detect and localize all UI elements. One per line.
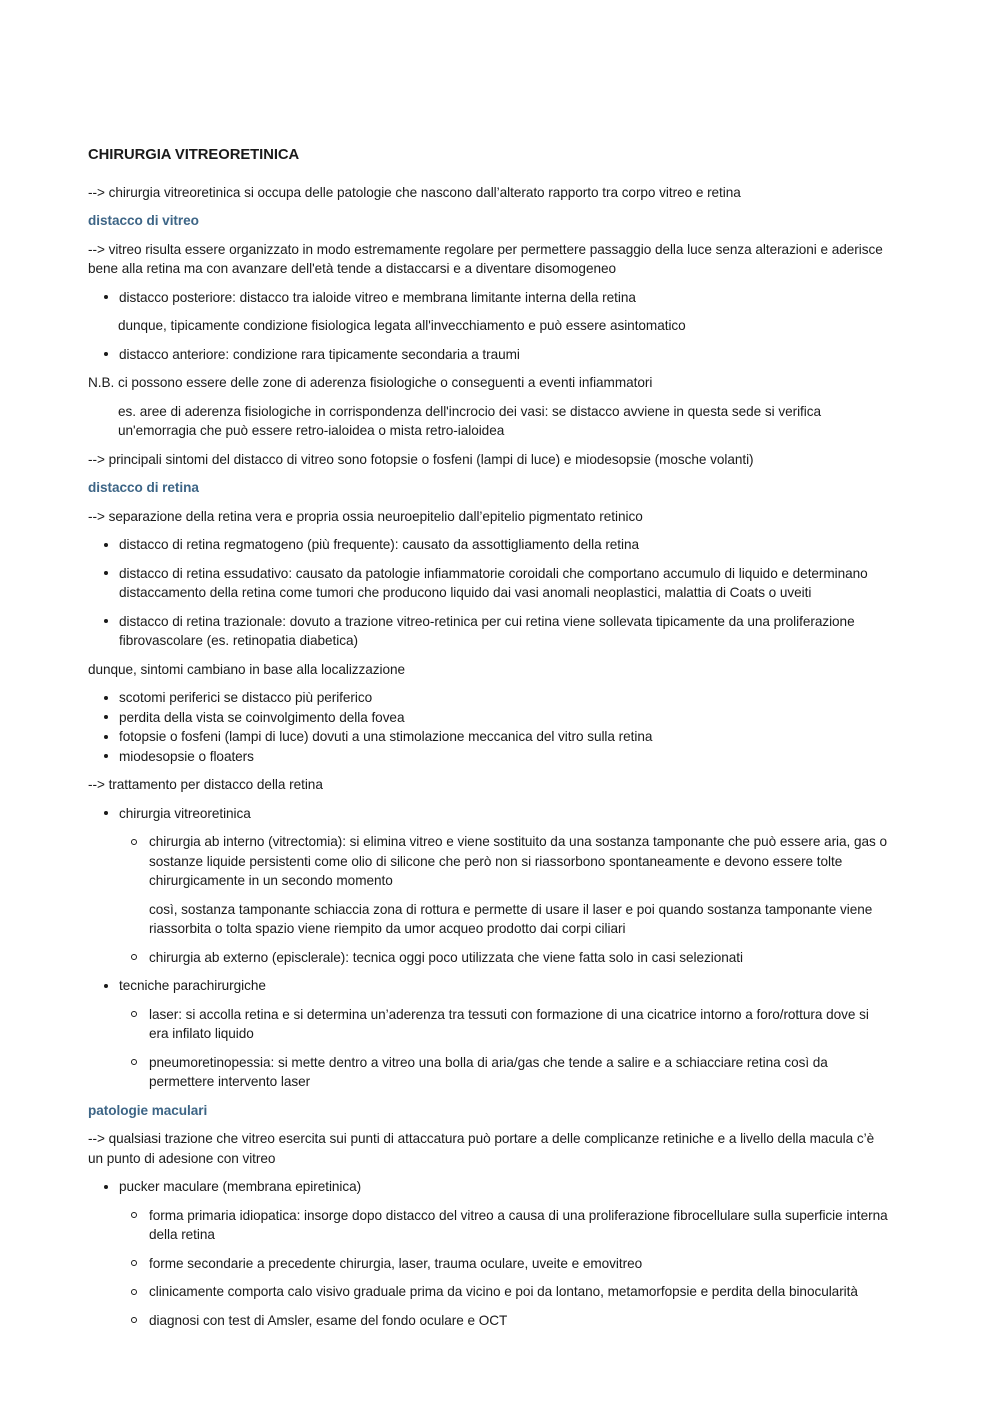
sub-list-item: chirurgia ab interno (vitrectomia): si elimina vitreo e viene sostituito da una sostanza tamponante che può essere aria, gas o sostanze liquide persistenti come olio di silicone che però non si riassorbono spontaneamente e devono essere tolte chirurgicamente in un secondo momento bbox=[88, 832, 888, 891]
section-heading-macular-pathologies: patologie maculari bbox=[88, 1102, 208, 1118]
list-item: fotopsie o fosfeni (lampi di luce) dovuti a una stimolazione meccanica del vitro sulla retina bbox=[88, 727, 888, 747]
list-item: distacco posteriore: distacco tra ialoide vitreo e membrana limitante interna della retina bbox=[88, 288, 888, 308]
indented-note: così, sostanza tamponante schiaccia zona di rottura e permette di usare il laser e poi quando sostanza tamponante viene riassorbita o tolta spazio viene riempito da umor acqueo prodotto dai corpi ciliari bbox=[149, 901, 873, 936]
indented-note: dunque, tipicamente condizione fisiologica legata all'invecchiamento e può essere asintomatico bbox=[118, 318, 686, 333]
document-body bbox=[88, 146, 888, 1339]
paragraph: --> trattamento per distacco della retina bbox=[88, 777, 323, 792]
sub-list-item: diagnosi con test di Amsler, esame del fondo oculare e OCT bbox=[88, 1311, 888, 1331]
list-item: miodesopsie o floaters bbox=[88, 747, 888, 767]
bullet-list bbox=[88, 1177, 888, 1330]
bullet-list bbox=[88, 535, 888, 651]
bullet-list bbox=[88, 288, 888, 308]
list-item: tecniche parachirurgiche bbox=[88, 976, 888, 996]
treatment-list bbox=[88, 804, 888, 891]
list-item: chirurgia vitreoretinica bbox=[88, 804, 888, 824]
indented-example: es. aree di aderenza fisiologiche in corrispondenza dell'incrocio dei vasi: se distacco avviene in questa sede si verifica un'emorragia che può essere retro-ialoidea o mista retro-ialoidea bbox=[118, 403, 822, 438]
treatment-list bbox=[88, 948, 888, 1092]
symptom-list bbox=[88, 688, 888, 766]
sub-list-item: laser: si accolla retina e si determina un’aderenza tra tessuti con formazione di una cicatrice intorno a foro/rottura dove si era infilato liquido bbox=[88, 1005, 888, 1044]
sub-list-item: pneumoretinopessia: si mette dentro a vitreo una bolla di aria/gas che tende a salire e a schiacciare retina così da permettere intervento laser bbox=[88, 1053, 888, 1092]
paragraph: dunque, sintomi cambiano in base alla localizzazione bbox=[88, 661, 406, 677]
list-item: scotomi periferici se distacco più periferico bbox=[88, 688, 888, 708]
paragraph: --> separazione della retina vera e propria ossia neuroepitelio dall’epitelio pigmentato retinico bbox=[88, 508, 643, 524]
bullet-list bbox=[88, 345, 888, 365]
paragraph: --> vitreo risulta essere organizzato in modo estremamente regolare per permettere passaggio della luce senza alterazioni e aderisce bene alla retina ma con avanzare dell'età tende a distaccarsi e a diventare disomogeneo bbox=[88, 241, 883, 276]
sub-list-item: chirurgia ab externo (episclerale): tecnica oggi poco utilizzata che viene fatta solo in casi selezionati bbox=[88, 948, 888, 968]
sub-list-item: clinicamente comporta calo visivo graduale prima da vicino e poi da lontano, metamorfopsie e perdita della binocularità bbox=[88, 1282, 888, 1302]
list-item: distacco di retina trazionale: dovuto a trazione vitreo-retinica per cui retina viene sollevata tipicamente da una proliferazione fibrovascolare (es. retinopatia diabetica) bbox=[88, 612, 888, 651]
page-title: CHIRURGIA VITREORETINICA bbox=[88, 147, 300, 163]
section-heading-retinal-detachment: distacco di retina bbox=[88, 480, 199, 495]
section-heading-vitreous-detachment: distacco di vitreo bbox=[88, 213, 199, 228]
intro-paragraph: --> chirurgia vitreoretinica si occupa delle patologie che nascono dall’alterato rapporto tra corpo vitreo e retina bbox=[88, 184, 741, 200]
paragraph: --> qualsiasi trazione che vitreo esercita sui punti di attaccatura può portare a delle complicanze retiniche e a livello della macula c’è un punto di adesione con vitreo bbox=[88, 1131, 875, 1166]
list-item: pucker maculare (membrana epiretinica) bbox=[88, 1177, 888, 1197]
nb-paragraph: N.B. ci possono essere delle zone di aderenza fisiologiche o conseguenti a eventi infiammatori bbox=[88, 375, 653, 390]
list-item: distacco di retina essudativo: causato da patologie infiammatorie coroidali che comportano accumulo di liquido e determinano distaccamento della retina come tumori che producono liquido dai vasi anomali neoplastici, malattia di Coats o uveiti bbox=[88, 564, 888, 603]
list-item: distacco di retina regmatogeno (più frequente): causato da assottigliamento della retina bbox=[88, 535, 888, 555]
list-item: perdita della vista se coinvolgimento della fovea bbox=[88, 708, 888, 728]
list-item: distacco anteriore: condizione rara tipicamente secondaria a traumi bbox=[88, 345, 888, 365]
sub-list-item: forme secondarie a precedente chirurgia, laser, trauma oculare, uveite e emovitreo bbox=[88, 1254, 888, 1274]
paragraph: --> principali sintomi del distacco di vitreo sono fotopsie o fosfeni (lampi di luce) e miodesopsie (mosche volanti) bbox=[88, 451, 754, 467]
sub-list-item: forma primaria idiopatica: insorge dopo distacco del vitreo a causa di una proliferazione fibrocellulare sulla superficie interna della retina bbox=[88, 1206, 888, 1245]
